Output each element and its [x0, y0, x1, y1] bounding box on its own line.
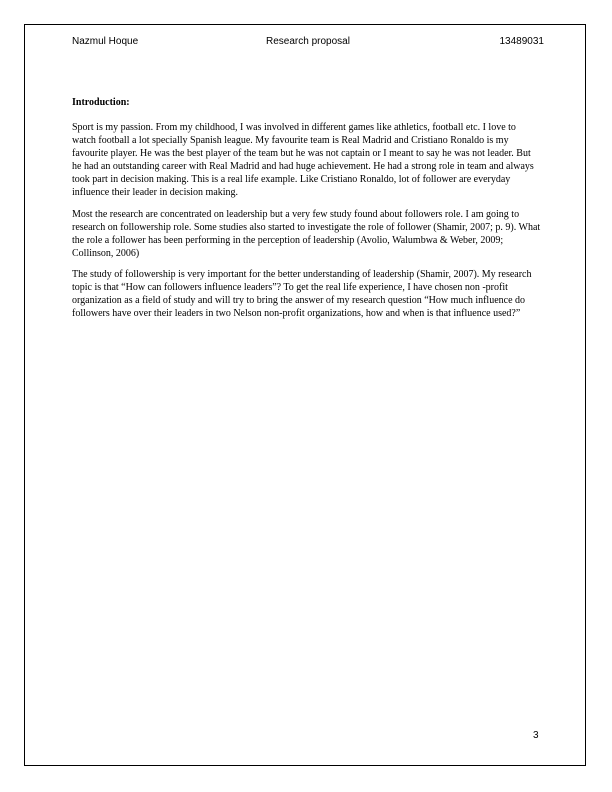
paragraph-1: Sport is my passion. From my childhood, I was involved in different games like athletics, football etc. I love to watch football a lot specially Spanish league. My favourite team is Real Madrid and Cristiano Ronaldo is my favourite player. He was the best player of the team but he was not captain or I meant to say he was not leader. But he had an outstanding career with Real Madrid and had huge achievement. He had a strong role in team and always took part in decision making. This is a real life example. Like Cristiano Ronaldo, lot of follower are everyday influence their leader in decision making.	[72, 122, 534, 199]
header-title: Research proposal	[266, 36, 350, 47]
header-author: Nazmul Hoque	[72, 36, 139, 47]
section-heading: Introduction:	[72, 97, 130, 108]
page-header	[72, 36, 544, 50]
paragraph-2: Most the research are concentrated on leadership but a very few study found about followers role. I am going to research on followership role. Some studies also started to investigate the role of follower (Shamir, 2007; p. 9). What the role a follower has been performing in the perception of leadership (Avolio, Walumbwa & Weber, 2009; Collinson, 2006)	[72, 208, 541, 259]
page-number: 3	[533, 730, 539, 741]
paragraph-3: The study of followership is very important for the better understanding of leadership (Shamir, 2007). My research topic is that “How can followers influence leaders”? To get the real life experience, I have chosen non -profit organization as a field of study and will try to bring the answer of my research question “How much influence do followers have over their leaders in two Nelson non-profit organizations, how and when is that influence used?”	[72, 268, 532, 320]
document-body	[72, 96, 542, 328]
header-student-id: 13489031	[499, 36, 544, 47]
